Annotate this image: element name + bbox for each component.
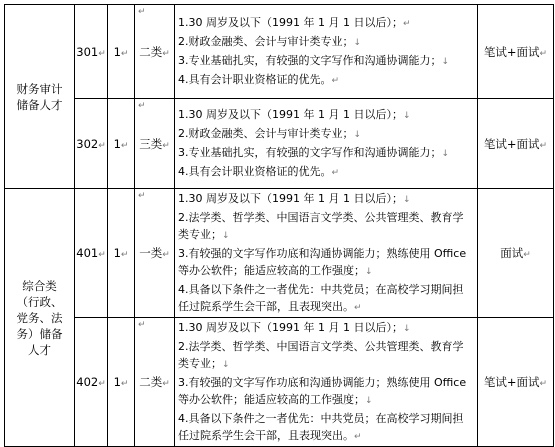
requirement-item: 2.财政金融类、会计与审计类专业；↓ — [178, 127, 362, 140]
table-row — [5, 318, 554, 447]
exam-method: 笔试+面试↵ — [478, 5, 554, 99]
requirement-item: 1.30 周岁及以下（1991 年 1 月 1 日以后）；↓ — [178, 321, 411, 334]
position-level: ↵ 二类↵ — [135, 5, 175, 99]
position-count: 1↵ — [108, 5, 135, 99]
recruitment-table — [4, 4, 554, 447]
requirements-cell — [175, 318, 478, 447]
category-cell — [5, 5, 75, 189]
requirement-item: 2.财政金融类、会计与审计类专业；↓ — [178, 35, 362, 48]
requirement-item: 1.30 周岁及以下（1991 年 1 月 1 日以后）；↓ — [178, 192, 411, 205]
requirement-item: 4.具备以下条件之一者优先：中共党员；在高校学习期间担任过院系学生会干部，且表现突出。↵ — [178, 283, 464, 313]
requirement-item: 4.具有会计职业资格证的优先。↵ — [178, 73, 340, 86]
table-row — [5, 99, 554, 189]
category-line: 财务审计 — [16, 81, 63, 96]
position-count: 1↵ — [108, 318, 135, 447]
category-line: 储备人才 — [16, 97, 63, 112]
requirement-item: 1.30 周岁及以下（1991 年 1 月 1 日以后）；↵ — [178, 16, 411, 29]
requirement-item: 3.有较强的文字写作功底和沟通协调能力；熟练使用 Office 等办公软件；能适应较高的工作强度；↓ — [178, 247, 467, 277]
requirement-item: 1.30 周岁及以下（1991 年 1 月 1 日以后）；↓ — [178, 108, 411, 121]
requirement-item: 4.具有会计职业资格证的优先。↵ — [178, 165, 340, 178]
position-code: 401↵ — [75, 189, 108, 318]
position-count: 1↵ — [108, 99, 135, 189]
position-code: 302↵ — [75, 99, 108, 189]
position-level: ↵ 三类↵ — [135, 99, 175, 189]
category-line: 务）储备 — [16, 326, 63, 341]
requirement-item: 2.法学类、哲学类、中国语言文学类、公共管理类、教育学类专业；↓ — [178, 211, 464, 241]
category-cell — [5, 189, 75, 447]
requirement-item: 4.具备以下条件之一者优先：中共党员；在高校学习期间担任过院系学生会干部，且表现突出。↵ — [178, 412, 464, 442]
requirement-item: 3.专业基础扎实，有较强的文字写作和沟通协调能力；↓ — [178, 54, 450, 67]
requirements-cell — [175, 189, 478, 318]
requirement-item: 2.法学类、哲学类、中国语言文学类、公共管理类、教育学类专业；↓ — [178, 340, 464, 370]
category-line: 人才 — [28, 342, 51, 357]
category-line: 综合类 — [22, 278, 57, 293]
requirement-item: 3.专业基础扎实，有较强的文字写作和沟通协调能力；↓ — [178, 146, 450, 159]
requirement-item: 3.有较强的文字写作功底和沟通协调能力；熟练使用 Office 等办公软件；能适应较高的工作强度；↓ — [178, 376, 467, 406]
position-count: 1↵ — [108, 189, 135, 318]
position-level: ↵ 一类↵ — [135, 189, 175, 318]
table-row — [5, 189, 554, 318]
category-line: （行政、 — [16, 294, 63, 309]
requirements-cell — [175, 99, 478, 189]
requirements-cell — [175, 5, 478, 99]
position-level: ↵ 二类↵ — [135, 318, 175, 447]
category-line: 党务、法 — [16, 310, 63, 325]
position-code: 301↵ — [75, 5, 108, 99]
exam-method: 面试↵ — [478, 189, 554, 318]
exam-method: 笔试+面试↵ — [478, 318, 554, 447]
position-code: 402↵ — [75, 318, 108, 447]
exam-method: 笔试+面试↵ — [478, 99, 554, 189]
table-row — [5, 5, 554, 99]
